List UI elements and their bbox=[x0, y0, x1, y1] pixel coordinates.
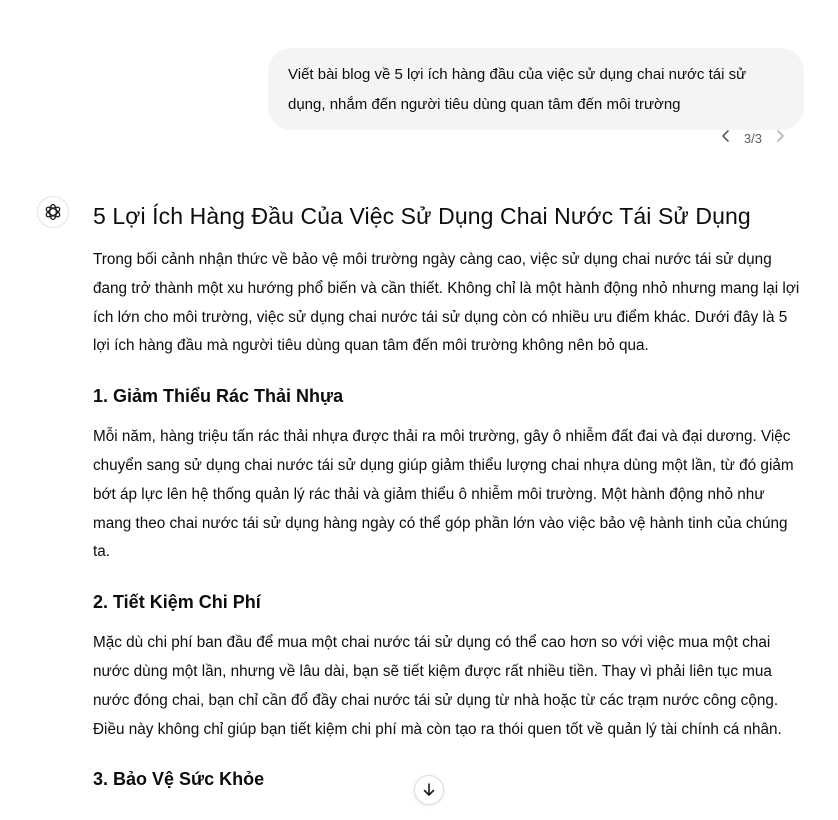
section-body: Mỗi năm, hàng triệu tấn rác thải nhựa được thải ra môi trường, gây ô nhiễm đất đai và đại dương. Việc chuyển sang sử dụng chai nước tái sử dụng giúp giảm thiểu lượng chai nhựa dùng một lần, từ đó giảm bớt áp lực lên hệ thống quản lý rác thải và giảm thiểu ô nhiễm môi trường. Một hành động nhỏ như mang theo chai nước tái sử dụng hàng ngày có thể góp phần lớn vào việc bảo vệ hành tinh của chúng ta. bbox=[93, 428, 794, 561]
response-intro: Trong bối cảnh nhận thức về bảo vệ môi trường ngày càng cao, việc sử dụng chai nước tái sử dụng đang trở thành một xu hướng phổ biến và cần thiết. Không chỉ là một hành động nhỏ nhưng mang lại lợi ích lớn cho môi trường, việc sử dụng chai nước tái sử dụng còn có nhiều ưu điểm khác. Dưới đây là 5 lợi ích hàng đầu mà người tiêu dùng quan tâm đến môi trường không nên bỏ qua. bbox=[93, 251, 800, 355]
scroll-to-bottom-button[interactable] bbox=[414, 775, 444, 805]
section-body: Mặc dù chi phí ban đầu để mua một chai nước tái sử dụng có thể cao hơn so với việc mua một chai nước dùng một lần, nhưng về lâu dài, bạn sẽ tiết kiệm được rất nhiều tiền. Thay vì phải liên tục mua nước đóng chai, bạn chỉ cần đổ đầy chai nước tái sử dụng từ nhà hoặc từ các trạm nước công cộng. Điều này không chỉ giúp bạn tiết kiệm chi phí mà còn tạo ra thói quen tốt về quản lý tài chính cá nhân. bbox=[93, 634, 782, 738]
arrow-down-icon bbox=[421, 782, 437, 798]
section-heading: 2. Tiết Kiệm Chi Phí bbox=[93, 592, 261, 613]
chevron-left-icon[interactable] bbox=[718, 129, 734, 148]
response-title: 5 Lợi Ích Hàng Đầu Của Việc Sử Dụng Chai Nước Tái Sử Dụng bbox=[93, 203, 751, 229]
assistant-response bbox=[93, 198, 805, 806]
pager-label: 3/3 bbox=[743, 131, 762, 146]
section-heading: 3. Bảo Vệ Sức Khỏe bbox=[93, 769, 265, 790]
response-pager bbox=[718, 129, 788, 148]
section-heading: 1. Giảm Thiểu Rác Thải Nhựa bbox=[93, 386, 344, 407]
chevron-right-icon[interactable] bbox=[772, 129, 788, 148]
user-message-bubble: Viết bài blog về 5 lợi ích hàng đầu của việc sử dụng chai nước tái sử dụng, nhắm đến người tiêu dùng quan tâm đến môi trường bbox=[268, 48, 804, 130]
chatgpt-logo-icon bbox=[37, 196, 69, 228]
